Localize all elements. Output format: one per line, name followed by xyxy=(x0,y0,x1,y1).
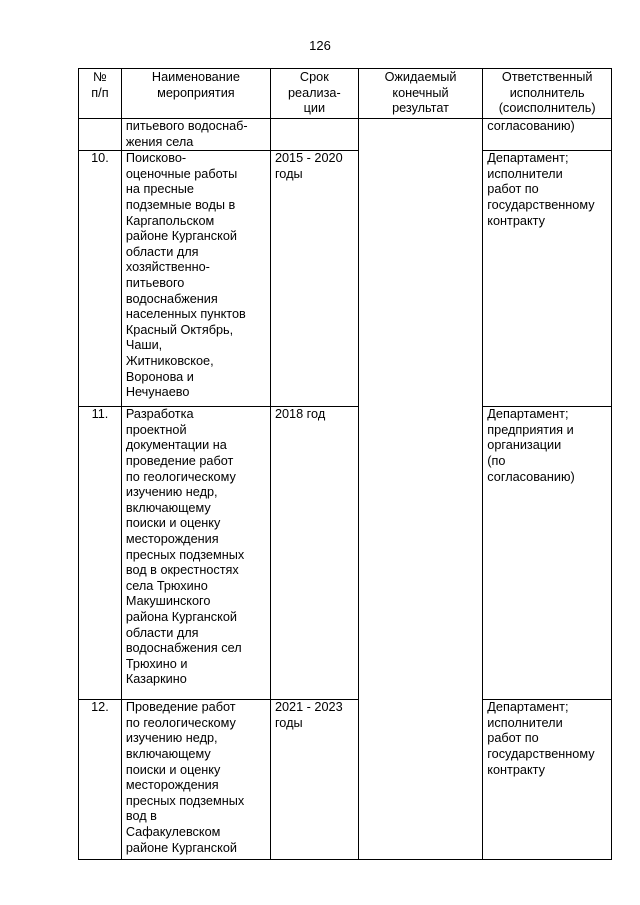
cell-text-line: Чаши, xyxy=(125,338,163,353)
header-text: результат xyxy=(392,101,449,116)
cell-text-line: (по xyxy=(487,453,506,468)
header-text: Срок xyxy=(299,70,329,84)
cell-text-line: Каргапольском xyxy=(125,213,215,228)
cell-text-line: водоснабжения xyxy=(125,291,218,306)
cell-text-line: месторождения xyxy=(125,778,219,793)
cell-text-line: Сафакулевском xyxy=(125,824,221,839)
cell-text-line: по геологическому xyxy=(125,469,236,484)
cell-text-line: годы xyxy=(274,166,303,181)
cell-text-line: вод в xyxy=(125,809,157,824)
cell-text-line: питьевого xyxy=(125,275,185,290)
header-responsible xyxy=(483,69,612,119)
cell-text-line: организации xyxy=(487,438,562,453)
header-text: (соисполнитель) xyxy=(498,101,596,116)
table-row xyxy=(79,407,612,700)
cell-text-line: районе Курганской xyxy=(125,840,237,855)
row-number xyxy=(79,119,122,151)
cell-text-line: области для xyxy=(125,625,199,640)
cell-text-line: исполнители xyxy=(487,166,563,181)
cell-text-line: 2015 - 2020 xyxy=(274,151,343,166)
page-number: 126 xyxy=(309,38,331,53)
row-number: 10. xyxy=(79,151,122,407)
cell-text-line: документации на xyxy=(125,438,227,453)
cell-text-line: исполнители xyxy=(487,715,563,730)
cell-text-line: области для xyxy=(125,244,199,259)
cell-text-line: питьевого водоснаб- xyxy=(125,119,248,133)
row-number: 12. xyxy=(79,700,122,860)
responsible xyxy=(483,119,612,151)
cell-text-line: Красный Октябрь, xyxy=(125,322,234,337)
header-number xyxy=(79,69,122,119)
cell-text-line: Макушинского xyxy=(125,594,211,609)
cell-text-line: водоснабжения сел xyxy=(125,641,242,656)
cell-text-line: изучению недр, xyxy=(125,731,218,746)
cell-text-line: 2018 год xyxy=(274,407,326,422)
cell-text-line: Нечунаево xyxy=(125,385,190,400)
table-row xyxy=(79,119,612,151)
header-text: конечный xyxy=(392,85,449,100)
cell-text-line: государственному xyxy=(487,197,595,212)
cell-text-line: по геологическому xyxy=(125,715,236,730)
term xyxy=(270,407,358,700)
row-number: 11. xyxy=(79,407,122,700)
cell-text-line: Житниковское, xyxy=(125,353,214,368)
term xyxy=(270,700,358,860)
cell-text-line: населенных пунктов xyxy=(125,307,246,322)
cell-text-line: Департамент; xyxy=(487,407,569,422)
header-term xyxy=(270,69,358,119)
header-text: реализа- xyxy=(287,85,341,100)
cell-text-line: Казаркино xyxy=(125,672,187,687)
responsible xyxy=(483,700,612,860)
cell-text-line: согласованию) xyxy=(487,469,575,484)
table-row xyxy=(79,151,612,407)
responsible xyxy=(483,407,612,700)
header-text: п/п xyxy=(91,85,109,100)
cell-text-line: государственному xyxy=(487,746,595,761)
cell-text-line: контракту xyxy=(487,762,545,777)
cell-text-line: хозяйственно- xyxy=(125,260,210,275)
cell-text-line: поиски и оценку xyxy=(125,762,221,777)
cell-text-line: Проведение работ xyxy=(125,700,236,715)
cell-text-line: района Курганской xyxy=(125,609,237,624)
cell-text-line: изучению недр, xyxy=(125,485,218,500)
cell-text-line: села Трюхино xyxy=(125,578,208,593)
cell-text-line: на пресные xyxy=(125,182,194,197)
header-text: Ожидаемый xyxy=(384,70,457,84)
measure-name xyxy=(121,151,270,407)
header-text: Ответственный xyxy=(501,70,593,84)
cell-text-line: поиски и оценку xyxy=(125,516,221,531)
header-text: исполнитель xyxy=(509,85,585,100)
cell-text-line: годы xyxy=(274,715,303,730)
cell-text-line: районе Курганской xyxy=(125,229,237,244)
measure-name xyxy=(121,700,270,860)
cell-text-line: месторождения xyxy=(125,531,219,546)
cell-text-line: контракту xyxy=(487,213,545,228)
cell-text-line: проведение работ xyxy=(125,453,234,468)
cell-text-line: Трюхино и xyxy=(125,656,188,671)
header-text: мероприятия xyxy=(157,85,235,100)
cell-text-line: предприятия и xyxy=(487,422,574,437)
expected-result xyxy=(358,119,483,860)
cell-text-line: пресных подземных xyxy=(125,547,245,562)
header-expected-result xyxy=(358,69,483,119)
cell-text-line: жения села xyxy=(125,134,194,149)
cell-text-line: вод в окрестностях xyxy=(125,563,239,578)
cell-text-line: подземные воды в xyxy=(125,197,236,212)
cell-text-line: работ по xyxy=(487,182,539,197)
cell-text-line: работ по xyxy=(487,731,539,746)
responsible xyxy=(483,151,612,407)
table-row xyxy=(79,700,612,860)
term xyxy=(270,151,358,407)
term xyxy=(270,119,358,151)
cell-text-line: включающему xyxy=(125,500,211,515)
measures-table xyxy=(78,68,612,860)
cell-text-line: Разработка xyxy=(125,407,194,422)
cell-text-line: Воронова и xyxy=(125,369,194,384)
header-measure-name xyxy=(121,69,270,119)
cell-text-line: Департамент; xyxy=(487,151,569,166)
cell-text-line: пресных подземных xyxy=(125,793,245,808)
table-body xyxy=(79,119,612,860)
table-header-row xyxy=(79,69,612,119)
cell-text-line: оценочные работы xyxy=(125,166,238,181)
cell-text-line: включающему xyxy=(125,746,211,761)
cell-text-line: проектной xyxy=(125,422,187,437)
measure-name xyxy=(121,407,270,700)
header-text: ции xyxy=(303,101,326,116)
header-text: Наименование xyxy=(151,70,240,84)
cell-text-line: Департамент; xyxy=(487,700,569,715)
header-text: № xyxy=(93,70,107,84)
measure-name xyxy=(121,119,270,151)
cell-text-line: согласованию) xyxy=(487,119,575,133)
cell-text-line: 2021 - 2023 xyxy=(274,700,343,715)
cell-text-line: Поисково- xyxy=(125,151,187,166)
